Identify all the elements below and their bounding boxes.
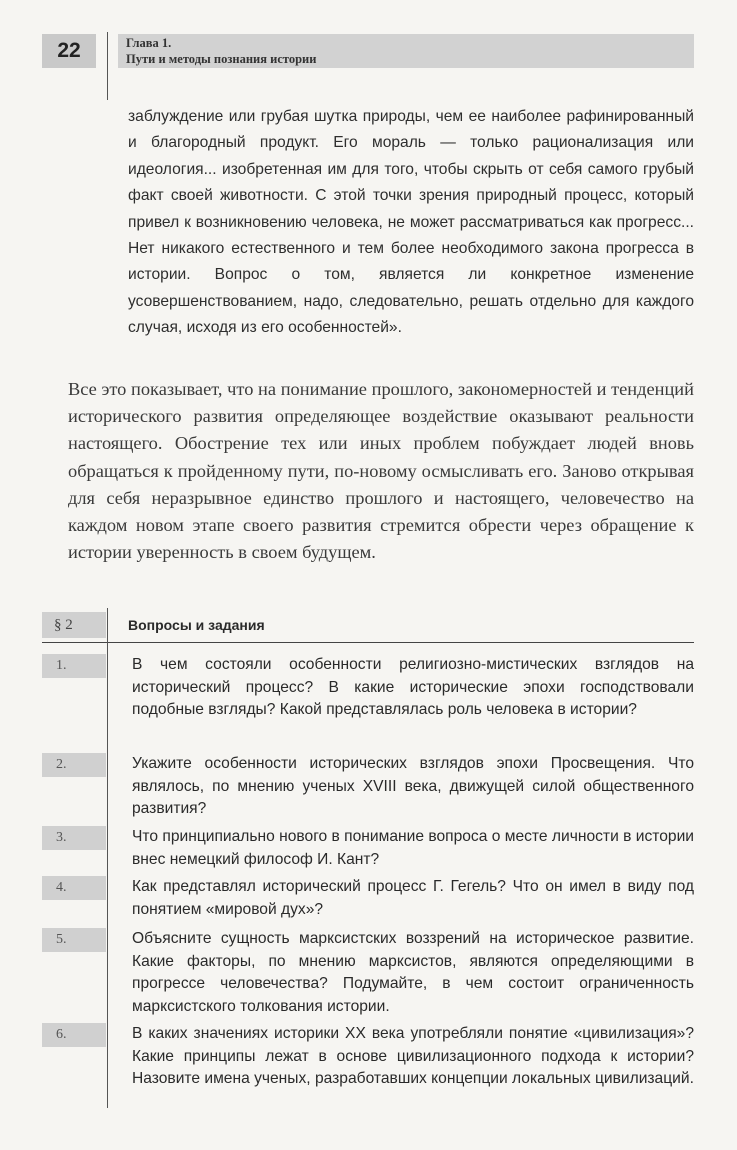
question-number-2: 2. [42, 753, 106, 777]
body-paragraph: Все это показывает, что на понимание прошлого, закономерностей и тенденций исторического развития определяющее воздействие оказывают реальности настоящего. Обострение тех или иных проблем побуждает людей вновь обращаться к пройденному пути, по-новому осмысливать его. Заново открывая для себя неразрывное единство прошлого и настоящего, человечество на каждом новом этапе своего развития стремится обрести через обращение к истории уверенность в своем будущем. [68, 379, 694, 563]
section-divider [42, 642, 694, 643]
question-text-4: Как представлял исторический процесс Г. Гегель? Что он имел в виду под понятием «мировой дух»? [132, 878, 694, 918]
question-number-6: 6. [42, 1023, 106, 1047]
page-number: 22 [42, 34, 96, 68]
questions-divider [107, 608, 108, 1108]
header-divider [107, 32, 108, 100]
question-number-1: 1. [42, 654, 106, 678]
running-header [126, 35, 316, 67]
question-text-2: Укажите особенности исторических взглядов эпохи Просвещения. Что являлось, по мнению ученых XVIII века, движущей силой общественного развития? [132, 755, 694, 818]
question-number-4: 4. [42, 876, 106, 900]
question-text-5: Объясните сущность марксистских воззрений на историческое развитие. Какие факторы, по мнению марксистов, являются определяющими в прогрессе человечества? Подумайте, в чем состоит ограниченность марксистского толкования истории. [132, 930, 694, 1015]
quote-text: заблуждение или грубая шутка природы, чем ее наиболее рафинированный и благородный продукт. Его мораль — только рационализация или идеология... изобретенная им для того, чтобы скрыть от себя самого грубый факт своей животности. С этой точки зрения природный процесс, который привел к возникновению человека, не может рассматриваться как прогресс... Нет никакого естественного и тем более необходимого закона прогресса в истории. Вопрос о том, является ли конкретное изменение усовершенствованием, надо, следовательно, решать отдельно для каждого случая, исходя из его особенностей». [128, 108, 694, 337]
question-text-6: В каких значениях историки XX века употребляли понятие «цивилизация»? Какие принципы лежат в основе цивилизационного подхода к истории? Назовите имена ученых, разработавших концепции локальных цивилизаций. [132, 1025, 694, 1088]
question-number-5: 5. [42, 928, 106, 952]
question-text-1: В чем состояли особенности религиозно-мистических взглядов на исторический процесс? В какие исторические эпохи господствовали подобные взгляды? Какой представлялась роль человека в истории? [132, 656, 694, 719]
section-tag: § 2 [42, 612, 106, 638]
section-title: Вопросы и задания [128, 617, 265, 633]
question-number-3: 3. [42, 826, 106, 850]
chapter-title: Пути и методы познания истории [126, 52, 317, 66]
chapter-label: Глава 1. [126, 36, 172, 50]
question-text-3: Что принципиально нового в понимание вопроса о месте личности в истории внес немецкий философ И. Кант? [132, 828, 694, 868]
